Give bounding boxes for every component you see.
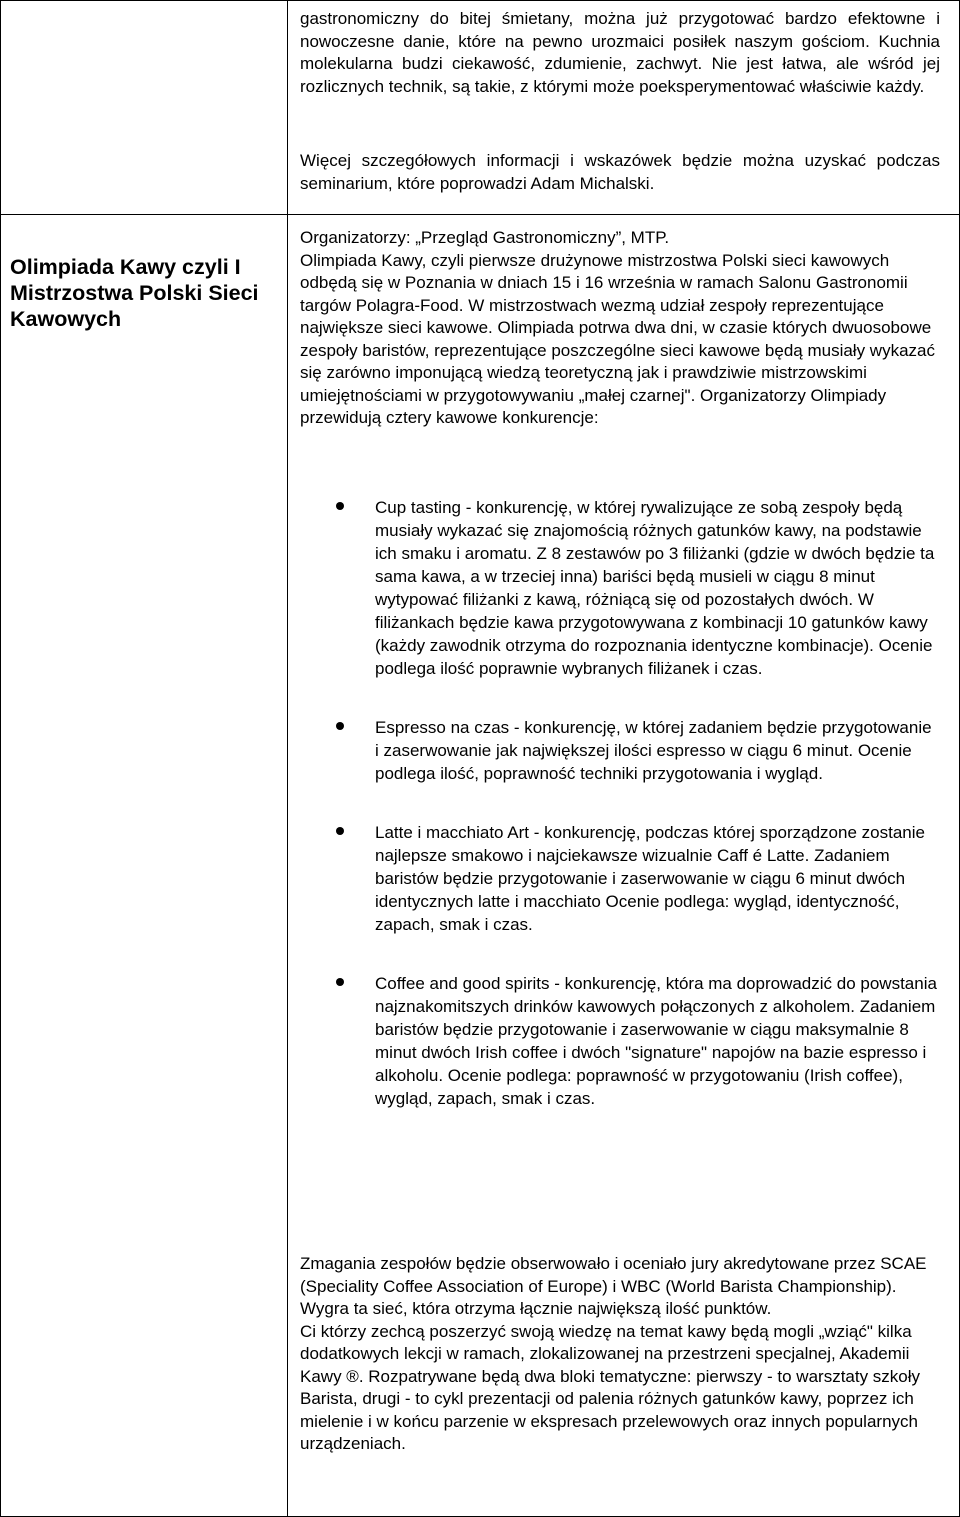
bullet-icon	[336, 502, 344, 510]
intro-paragraph: gastronomiczny do bitej śmietany, można już przygotować bardzo efektowne i nowoczesne danie, które na pewno urozmaici posiłek naszym gościom. Kuchnia molekularna budzi ciekawość, zdumienie, zachwyt. Nie jest łatwa, ale wśród jej rozlicznych technik, są takie, z którymi może poeksperymentować właściwie każdy.	[300, 9, 940, 96]
organizers-line: Organizatorzy: „Przegląd Gastronomiczny”, MTP.	[300, 228, 670, 247]
bullet-icon	[336, 827, 344, 835]
list-item	[300, 716, 940, 785]
bullet-icon	[336, 722, 344, 730]
competition-espresso: Espresso na czas - konkurencję, w której zadaniem będzie przygotowanie i zaserwowanie jak największej ilości espresso w ciągu 6 minut. Ocenie podlega ilość, poprawność techniki przygotowania i wygląd.	[375, 718, 932, 783]
jury-paragraph: Zmagania zespołów będzie obserwowało i oceniało jury akredytowane przez SCAE (Speciality Coffee Association of Europe) i WBC (World Barista Championship). Wygra ta sieć, która otrzyma łącznie największą ilość punktów.	[300, 1254, 927, 1318]
competition-cup-tasting: Cup tasting - konkurencję, w której rywalizujące ze sobą zespoły będą musiały wykazać się znajomością różnych gatunków kawy, na podstawie ich smaku i aromatu. Z 8 zestawów po 3 filiżanki (gdzie w dwóch będzie ta sama kawa, a w trzeciej inna) bariści będą musieli w ciągu 8 minut wytypować filiżanki z kawą, różniącą się od pozostałych dwóch. W filiżankach będzie kawa przygotowywana z kombinacji 10 gatunków kawy (każdy zawodnik otrzyma do rozpoznania identyczne kombinacje). Ocenie podlega ilość poprawnie wybranych filiżanek i czas.	[375, 498, 935, 678]
section-heading: Olimpiada Kawy czyli I Mistrzostwa Polski Sieci Kawowych	[10, 255, 259, 331]
competitions-list	[300, 496, 940, 1146]
row-divider	[1, 214, 959, 215]
bullet-icon	[336, 978, 344, 986]
list-item	[300, 496, 940, 680]
academy-paragraph: Ci którzy zechcą poszerzyć swoją wiedzę na temat kawy będą mogli „wziąć" kilka dodatkowych lekcji w ramach, zlokalizowanej na przestrzeni specjalnej, Akademii Kawy ®. Rozpatrywane będą dwa bloki tematyczne: pierwszy - to warsztaty szkoły Barista, drugi - to cykl prezentacji od palenia różnych gatunków kawy, poprzez ich mielenie i w końcu parzenie w ekspresach przelewowych oraz innych popularnych urządzeniach.	[300, 1321, 921, 1453]
column-divider	[287, 1, 288, 1516]
seminar-paragraph: Więcej szczegółowych informacji i wskazówek będzie można uzyskać podczas seminarium, które poprowadzi Adam Michalski.	[300, 151, 940, 193]
list-item	[300, 821, 940, 936]
competition-latte-art: Latte i macchiato Art - konkurencję, podczas której sporządzone zostanie najlepsze smakowo i najciekawsze wizualnie Caff é Latte. Zadaniem baristów będzie przygotowanie i zaserwowanie w ciągu 6 minut dwóch identycznych latte i macchiato Ocenie podlega: wygląd, identyczność, zapach, smak i czas.	[375, 823, 925, 934]
list-item	[300, 972, 940, 1110]
empty-left-cell	[1, 1, 287, 214]
organizers-block	[300, 227, 940, 430]
olympiad-description: Olimpiada Kawy, czyli pierwsze drużynowe mistrzostwa Polski sieci kawowych odbędą się w Poznania w dniach 15 i 16 września w ramach Salonu Gastronomii targów Polagra-Food. W mistrzostwach wezmą udział zespoły reprezentujące największe sieci kawowe. Olimpiada potrwa dwa dni, w czasie których dwuosobowe zespoły baristów, reprezentujące poszczególne sieci kawowe będą musiały wykazać się zarówno imponującą wiedzą teoretyczną jak i prawdziwie mistrzowskimi umiejętnościami w przygotowywaniu „małej czarnej". Organizatorzy Olimpiady przewidują cztery kawowe konkurencje:	[300, 250, 935, 427]
intro-block	[300, 8, 940, 98]
closing-block	[300, 1253, 940, 1456]
competition-coffee-spirits: Coffee and good spirits - konkurencję, która ma doprowadzić do powstania najznakomitszych drinków kawowych połączonych z alkoholem. Zadaniem baristów będzie przygotowanie i zaserwowanie w ciągu maksymalnie 8 minut dwóch Irish coffee i dwóch "signature" napojów na bazie espresso i alkoholu. Ocenie podlega: poprawność w przygotowaniu (Irish coffee), wygląd, zapach, smak i czas.	[375, 974, 937, 1108]
seminar-block	[300, 150, 940, 195]
